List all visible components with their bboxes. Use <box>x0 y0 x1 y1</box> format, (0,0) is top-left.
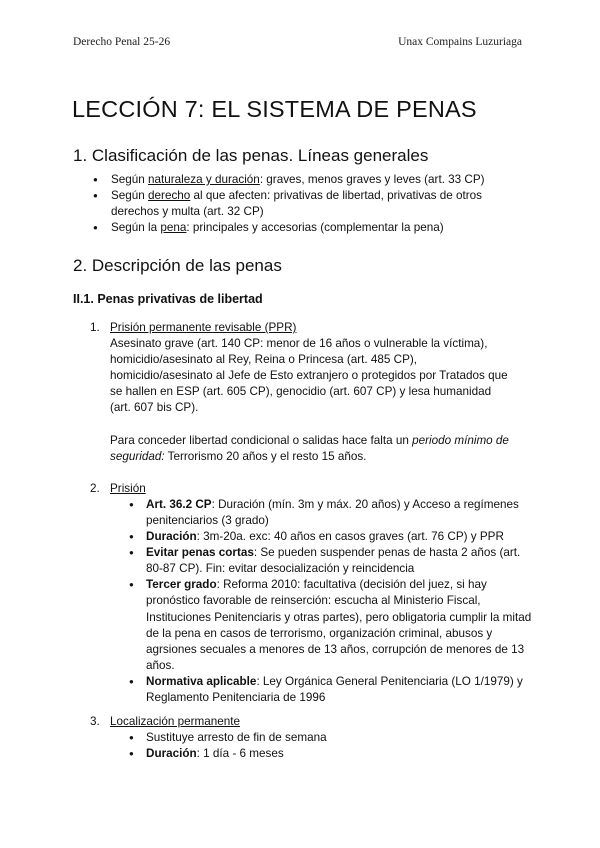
item-number: 2. <box>90 481 100 495</box>
page-header-left: Derecho Penal 25-26 <box>73 36 171 48</box>
text-line: se hallen en ESP (art. 605 CP), genocidio (art. 607 CP) y lesa humanidad <box>110 385 492 399</box>
section-2-list <box>73 320 533 762</box>
item-number: 1. <box>90 321 100 334</box>
item-title: Prisión <box>110 481 146 495</box>
underlined-term: derecho <box>148 189 191 203</box>
list-item: ● Evitar penas cortas: Se pueden suspender penas de hasta 2 años (art. 80-87 CP). Fin: evitar desocialización y reincidencia <box>110 545 533 577</box>
text-line: (art. 607 bis CP). <box>110 401 199 415</box>
subsection-heading: II.1. Penas privativas de libertad <box>73 292 263 306</box>
list-item: ● Según naturaleza y duración: graves, menos graves y leves (art. 33 CP) <box>73 172 513 188</box>
list-item: ● Sustituye arresto de fin de semana <box>110 730 533 746</box>
underlined-term: pena <box>160 221 187 235</box>
section-2-heading: 2. Descripción de las penas <box>73 256 282 275</box>
text-line: Asesinato grave (art. 140 CP: menor de 16 años o vulnerable la víctima), <box>110 337 488 351</box>
numbered-item-localizacion <box>73 714 533 762</box>
numbered-item-ppr <box>73 320 533 481</box>
list-item: ● Duración: 1 día - 6 meses <box>110 746 533 762</box>
list-item: ● Según derecho al que afecten: privativas de libertad, privativas de otros derechos y multa (art. 32 CP) <box>73 188 513 220</box>
underlined-term: naturaleza y duración <box>148 173 260 186</box>
list-item: ● Normativa aplicable: Ley Orgánica General Penitenciaria (LO 1/1979) y Reglamento Penitenciaria de 1996 <box>110 674 533 706</box>
item-title: Localización permanente <box>110 715 240 729</box>
text-line: homicidio/asesinato al Rey, Reina o Princesa (art. 485 CP), <box>110 353 418 367</box>
numbered-item-prision <box>73 481 533 714</box>
section-1-list <box>73 172 513 236</box>
item-title: Prisión permanente revisable (PPR) <box>110 321 297 334</box>
section-1-heading: 1. Clasificación de las penas. Líneas generales <box>73 146 429 165</box>
text-line: homicidio/asesinato al Jefe de Esto extranjero o protegidos por Tratados que <box>110 369 508 383</box>
item-number: 3. <box>90 715 100 729</box>
list-item: ● Tercer grado: Reforma 2010: facultativa (decisión del juez, si hay pronóstico favorable de reinserción: escucha al Ministerio Fiscal, Instituciones Penitenciaris y otras partes), pero obligatoria cumplir la mitad de la pena en casos de terrorismo, organización criminal, abusos y agrsiones secuales a menores de 13 años, corrupción de menores de 13 años. <box>110 577 533 674</box>
page-header-right: Unax Compains Luzuriaga <box>398 36 522 48</box>
list-item: ● Art. 36.2 CP: Duración (mín. 3m y máx. 20 años) y Acceso a regímenes penitenciarios (3 grado) <box>110 497 533 529</box>
document-title: LECCIÓN 7: EL SISTEMA DE PENAS <box>72 96 477 122</box>
list-item: ● Según la pena: principales y accesorias (complementar la pena) <box>73 220 513 236</box>
paragraph: Para conceder libertad condicional o salidas hace falta un periodo mínimo de seguridad: Terrorismo 20 años y el resto 15 años. <box>110 433 509 463</box>
list-item: ● Duración: 3m-20a. exc: 40 años en casos graves (art. 76 CP) y PPR <box>110 529 533 545</box>
